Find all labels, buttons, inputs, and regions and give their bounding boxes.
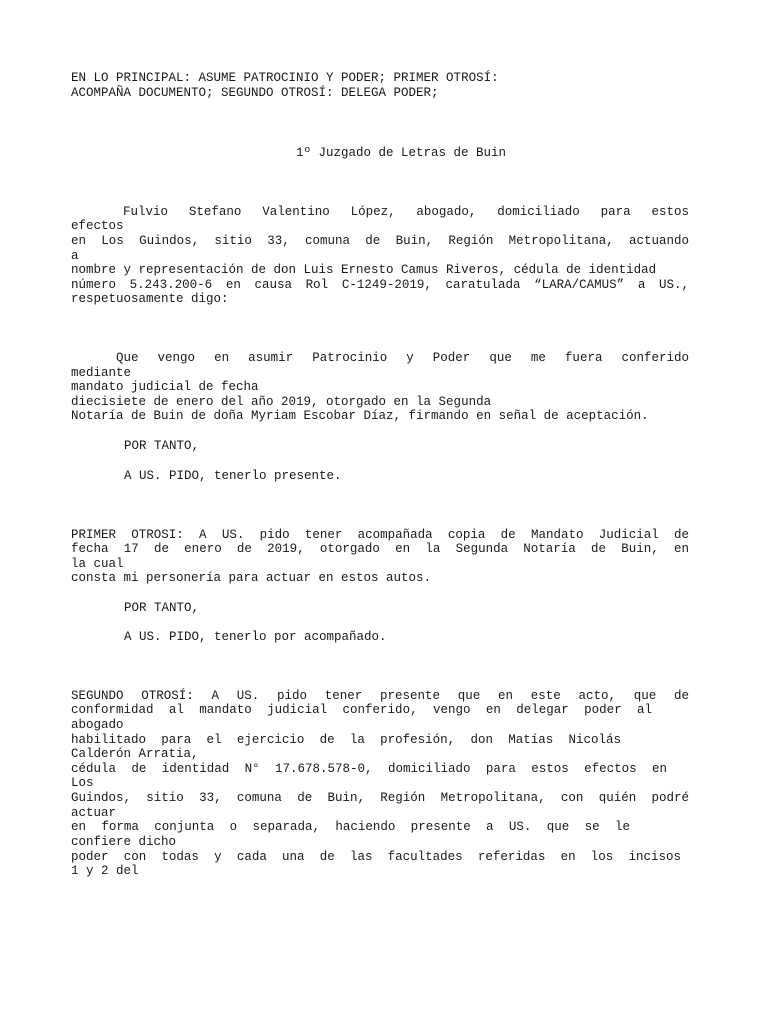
- intro-line: nombre y representación de don Luis Ernesto Camus Riveros, cédula de identidad: [71, 263, 657, 277]
- principal-line: diecisiete de enero del año 2019, otorgado en la Segunda: [71, 395, 492, 409]
- principal-line: Que vengo en asumir Patrocinio y Poder que me fuera conferido: [116, 351, 689, 365]
- court-name: 1º Juzgado de Letras de Buin: [295, 146, 507, 160]
- segundo-otrosi-line: abogado: [71, 718, 124, 732]
- primer-otrosi-line: fecha 17 de enero de 2019, otorgado en la Segunda Notaría de Buin, en: [71, 542, 689, 556]
- principal-pido: A US. PIDO, tenerlo presente.: [124, 469, 342, 483]
- intro-line: en Los Guindos, sitio 33, comuna de Buin, Región Metropolitana, actuando: [71, 234, 689, 248]
- primer-pido: A US. PIDO, tenerlo por acompañado.: [124, 630, 387, 644]
- segundo-otrosi-line: SEGUNDO OTROSÍ: A US. pido tener presente que en este acto, que de: [71, 689, 689, 703]
- segundo-otrosi-line: actuar: [71, 806, 117, 820]
- principal-line: mandato judicial de fecha: [71, 380, 259, 394]
- principal-line: mediante: [71, 366, 132, 380]
- segundo-otrosi-line: Los: [71, 776, 94, 790]
- segundo-otrosi-line: conformidad al mandato judicial conferido, vengo en delegar poder al: [71, 703, 652, 717]
- segundo-otrosi-line: Guindos, sitio 33, comuna de Buin, Región Metropolitana, con quién podré: [71, 791, 689, 805]
- intro-line: a: [71, 249, 79, 263]
- segundo-otrosi-line: 1 y 2 del: [71, 864, 139, 878]
- intro-line: Fulvio Stefano Valentino López, abogado, domiciliado para estos: [123, 205, 689, 219]
- principal-line: Notaría de Buin de doña Myriam Escobar Díaz, firmando en señal de aceptación.: [71, 409, 649, 423]
- header-line-1: EN LO PRINCIPAL: ASUME PATROCINIO Y PODER; PRIMER OTROSÍ:: [71, 71, 499, 85]
- primer-por-tanto: POR TANTO,: [124, 601, 200, 615]
- intro-line: número 5.243.200-6 en causa Rol C-1249-2019, caratulada “LARA/CAMUS” a US.,: [71, 278, 689, 292]
- segundo-otrosi-line: confiere dicho: [71, 835, 177, 849]
- primer-otrosi-line: la cual: [71, 557, 124, 571]
- segundo-otrosi-line: poder con todas y cada una de las facultades referidas en los incisos: [71, 850, 681, 864]
- intro-line: respetuosamente digo:: [71, 292, 229, 306]
- primer-otrosi-line: PRIMER OTROSI: A US. pido tener acompañada copia de Mandato Judicial de: [71, 528, 689, 542]
- principal-por-tanto: POR TANTO,: [124, 439, 200, 453]
- intro-line: efectos: [71, 219, 124, 233]
- segundo-otrosi-line: cédula de identidad N° 17.678.578-0, domiciliado para estos efectos en: [71, 762, 667, 776]
- primer-otrosi-line: consta mi personería para actuar en estos autos.: [71, 571, 432, 585]
- segundo-otrosi-line: habilitado para el ejercicio de la profesión, don Matías Nicolás: [71, 733, 621, 747]
- segundo-otrosi-line: Calderón Arratia,: [71, 747, 199, 761]
- header-line-2: ACOMPAÑA DOCUMENTO; SEGUNDO OTROSÍ: DELEGA PODER;: [71, 86, 439, 100]
- segundo-otrosi-line: en forma conjunta o separada, haciendo presente a US. que se le: [71, 820, 630, 834]
